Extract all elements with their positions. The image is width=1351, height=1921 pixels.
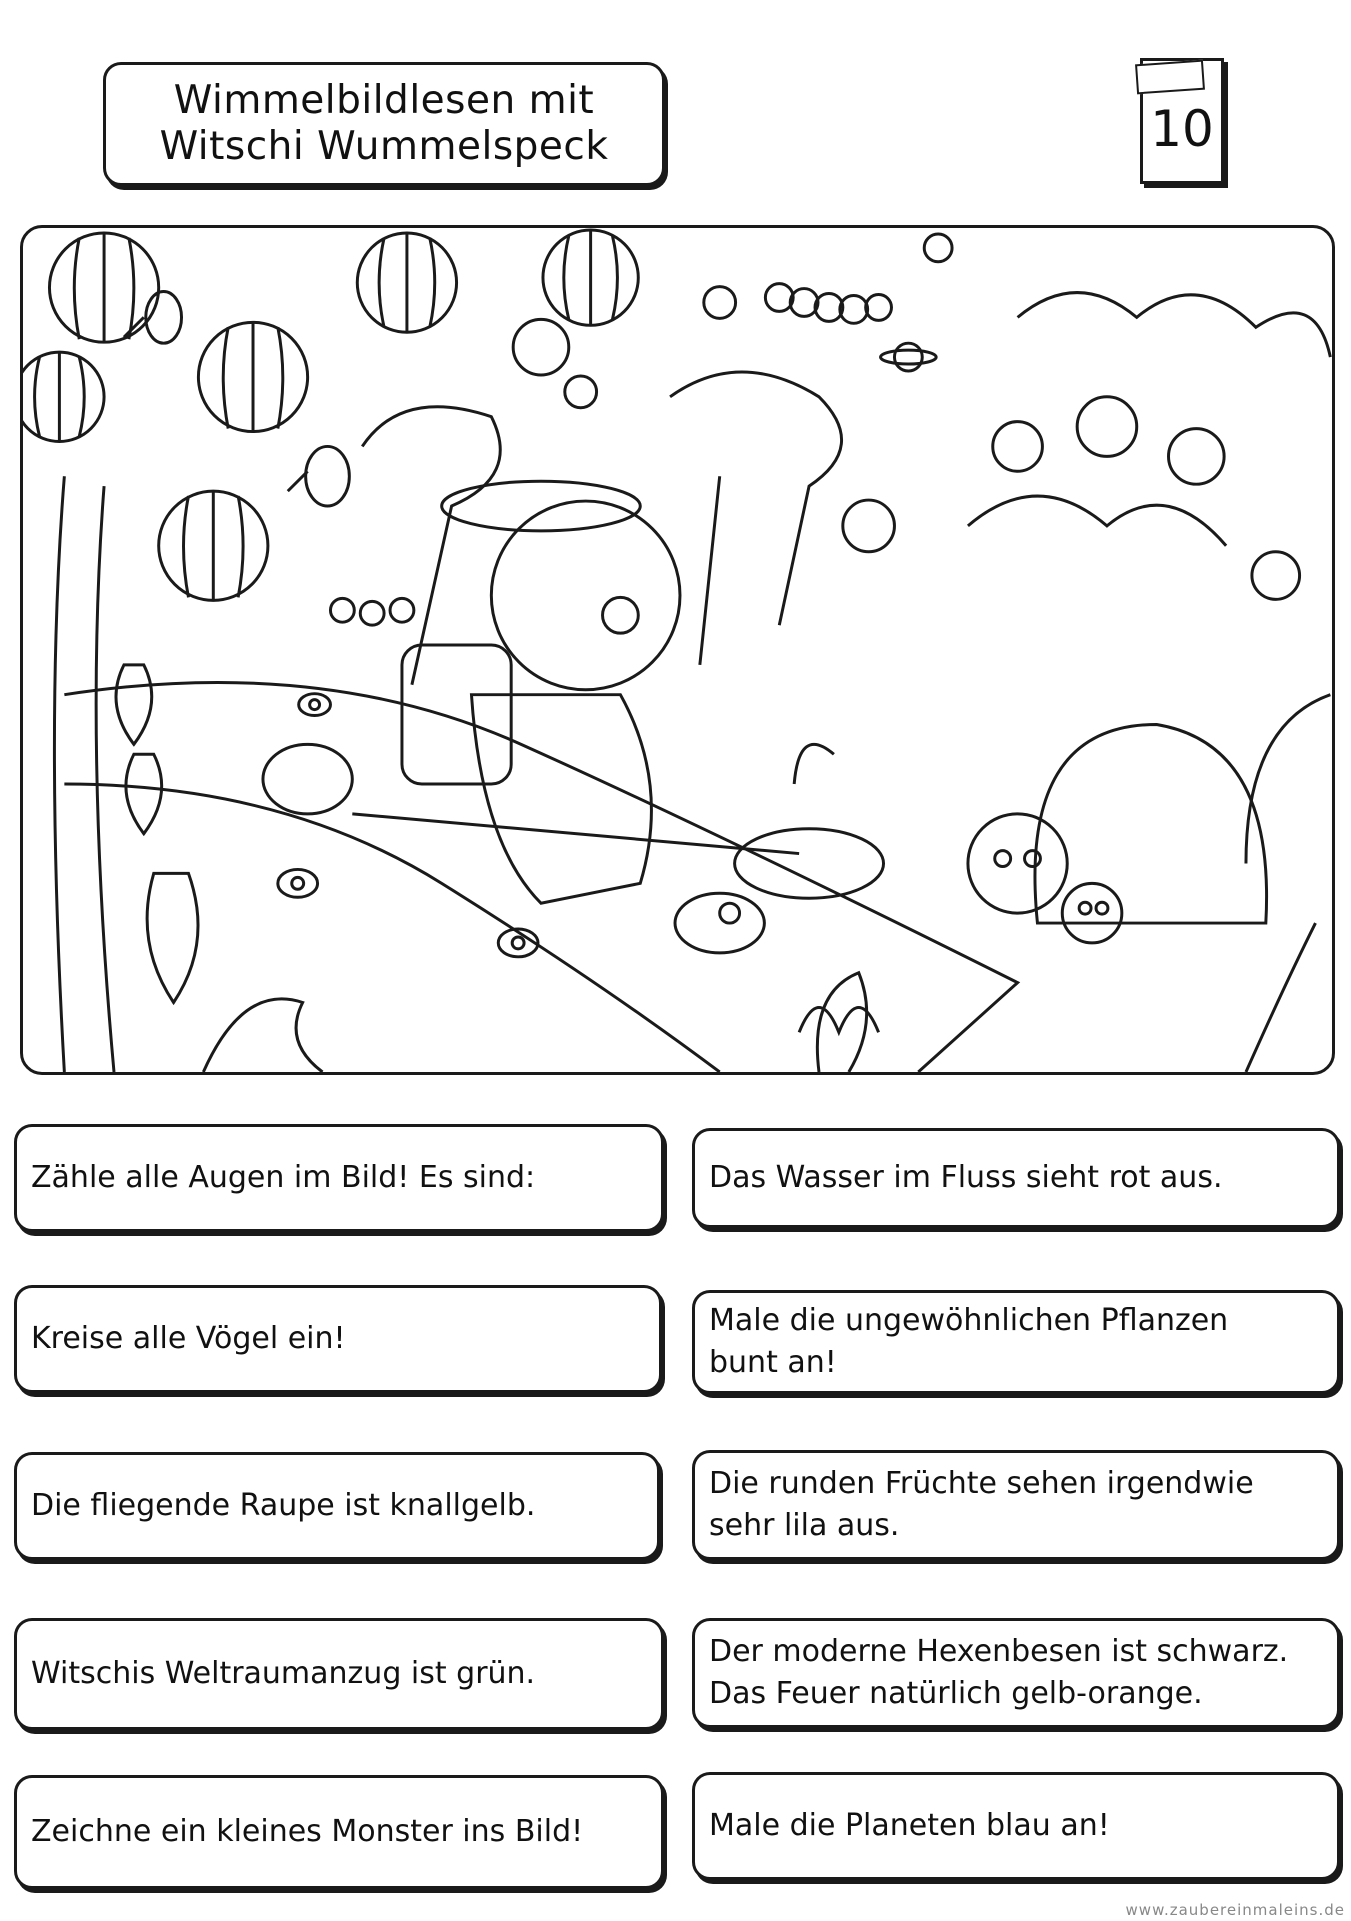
monster-icon — [1062, 883, 1122, 943]
illustration-svg — [23, 228, 1332, 1072]
eye-icon — [299, 694, 331, 716]
task-text: Male die ungewöhnlichen Pflanzen bunt an! — [709, 1303, 1229, 1380]
melon-icon — [543, 230, 638, 325]
plant-icon — [843, 293, 1331, 600]
plant-icon — [203, 923, 1315, 1072]
house-icon — [1246, 695, 1330, 864]
melon-icon — [159, 491, 268, 600]
tree-icon — [362, 372, 841, 685]
task-text: Witschis Weltraumanzug ist grün. — [31, 1656, 536, 1691]
monster-icon — [968, 814, 1067, 913]
bird-icon — [288, 446, 350, 506]
melon-icon — [357, 233, 456, 332]
bubble-icon — [565, 376, 597, 408]
task-text: Der moderne Hexenbesen ist schwarz. Das Feuer natürlich gelb-orange. — [709, 1634, 1289, 1711]
skull-icon — [330, 598, 413, 625]
caterpillar-icon — [704, 284, 892, 324]
task-box — [692, 1290, 1340, 1394]
plant-icon — [54, 476, 198, 1072]
task-text: Male die Planeten blau an! — [709, 1808, 1110, 1843]
task-box — [14, 1285, 662, 1393]
task-box — [692, 1618, 1340, 1728]
title-box — [103, 62, 665, 186]
task-box — [14, 1775, 664, 1889]
wimmelbild-illustration — [20, 225, 1335, 1075]
task-box — [14, 1618, 664, 1730]
task-text: Kreise alle Vögel ein! — [31, 1321, 346, 1356]
tape-icon — [1135, 60, 1205, 95]
melon-icon — [23, 352, 104, 441]
eye-icon — [278, 869, 318, 897]
title-line-2: Witschi Wummelspeck — [159, 124, 609, 169]
bubble-icon — [924, 234, 952, 262]
task-box — [692, 1450, 1340, 1560]
fish-icon — [675, 893, 764, 953]
task-box — [14, 1124, 664, 1232]
task-text: Zähle alle Augen im Bild! Es sind: — [31, 1160, 536, 1195]
task-text: Zeichne ein kleines Monster ins Bild! — [31, 1814, 584, 1849]
melon-icon — [49, 233, 158, 342]
task-box — [692, 1128, 1340, 1228]
title-line-1: Wimmelbildlesen mit — [173, 78, 595, 123]
task-box — [14, 1452, 660, 1560]
bubble-icon — [513, 319, 569, 375]
footer-url: www.zaubereinmaleins.de — [1125, 1901, 1345, 1919]
task-text: Die runden Früchte sehen irgendwie sehr lila aus. — [709, 1466, 1254, 1543]
task-text: Das Wasser im Fluss sieht rot aus. — [709, 1160, 1223, 1195]
task-box — [692, 1772, 1340, 1880]
page-number: 10 — [1150, 100, 1214, 158]
planet-icon — [881, 343, 937, 371]
task-text: Die fliegende Raupe ist knallgelb. — [31, 1488, 536, 1523]
melon-icon — [198, 322, 307, 431]
